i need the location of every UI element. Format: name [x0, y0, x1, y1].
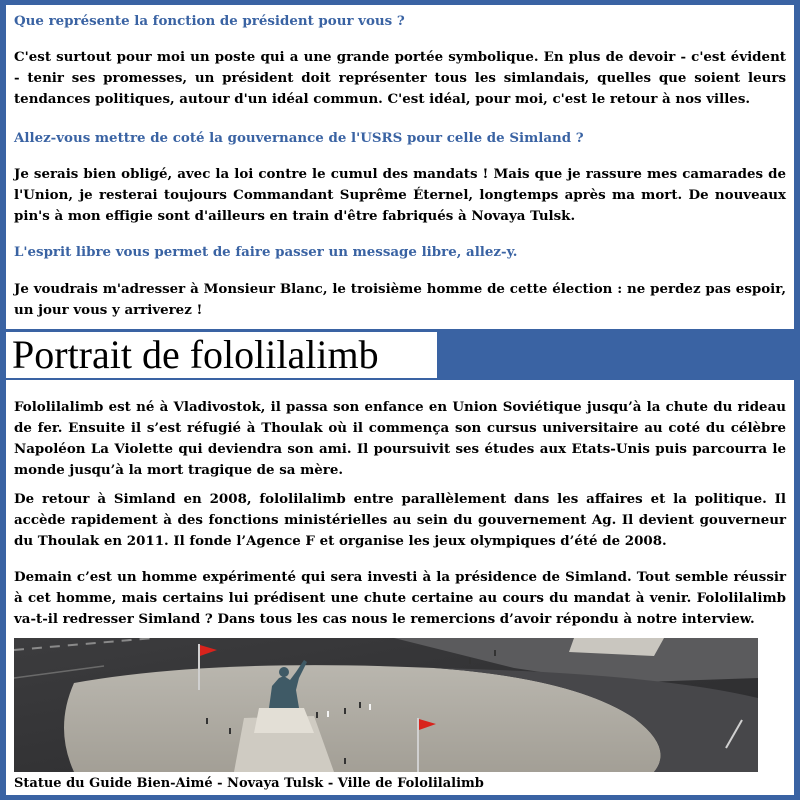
- interview-question: Allez-vous mettre de coté la gouvernance de l'USRS pour celle de Simland ?: [14, 130, 584, 146]
- photo-caption: Statue du Guide Bien-Aimé - Novaya Tulsk - Ville de Fololilalimb: [14, 776, 484, 791]
- interview-answer: Je serais bien obligé, avec la loi contre le cumul des mandats ! Mais que je rassure mes camarades de l'Union, je resterai toujours Commandant Suprême Éternel, longtemps après ma mort. De nouveaux pin's à mon effigie sont d'ailleurs en train d'être fabriqués à Novaya Tulsk.: [14, 166, 786, 224]
- city-scene-illustration: [14, 638, 758, 772]
- interview-question: L'esprit libre vous permet de faire passer un message libre, allez-y.: [14, 244, 518, 260]
- portrait-title: Portrait de fololilalimb: [12, 332, 379, 377]
- interview-answer: C'est surtout pour moi un poste qui a une grande portée symbolique. En plus de devoir - c'est évident - tenir ses promesses, un président doit représenter tous les simlandais, quelles que soient leurs tendances politiques, autour d'un idéal commun. C'est idéal, pour moi, c'est le retour à nos villes.: [14, 49, 786, 107]
- statue-photo: [14, 638, 758, 772]
- interview-question: Que représente la fonction de président pour vous ?: [14, 13, 405, 29]
- interview-panel: [6, 5, 794, 329]
- portrait-paragraph: Demain c’est un homme expérimenté qui sera investi à la présidence de Simland. Tout semble réussir à cet homme, mais certains lui prédisent une chute certaine au cours du mandat à venir. Fololilalimb va-t-il redresser Simland ? Dans tous les cas nous le remercions d’avoir répondu à notre interview.: [14, 569, 786, 627]
- portrait-paragraph: De retour à Simland en 2008, fololilalimb entre parallèlement dans les affaires et la politique. Il accède rapidement à des fonctions ministérielles au sein du gouvernement Ag. Il devient gouverneur du Thoulak en 2011. Il fonde l’Agence F et organise les jeux olympiques d’été de 2008.: [14, 491, 786, 549]
- portrait-paragraph: Fololilalimb est né à Vladivostok, il passa son enfance en Union Soviétique jusqu’à la chute du rideau de fer. Ensuite il s’est réfugié à Thoulak où il commença son cursus universitaire au coté du célèbre Napoléon La Violette qui deviendra son ami. Il poursuivit ses études aux Etats-Unis puis parcourra le monde jusqu’à la mort tragique de sa mère.: [14, 399, 786, 478]
- portrait-title-box: [6, 332, 437, 378]
- interview-answer: Je voudrais m'adresser à Monsieur Blanc, le troisième homme de cette élection : ne perdez pas espoir, un jour vous y arriverez !: [14, 281, 786, 318]
